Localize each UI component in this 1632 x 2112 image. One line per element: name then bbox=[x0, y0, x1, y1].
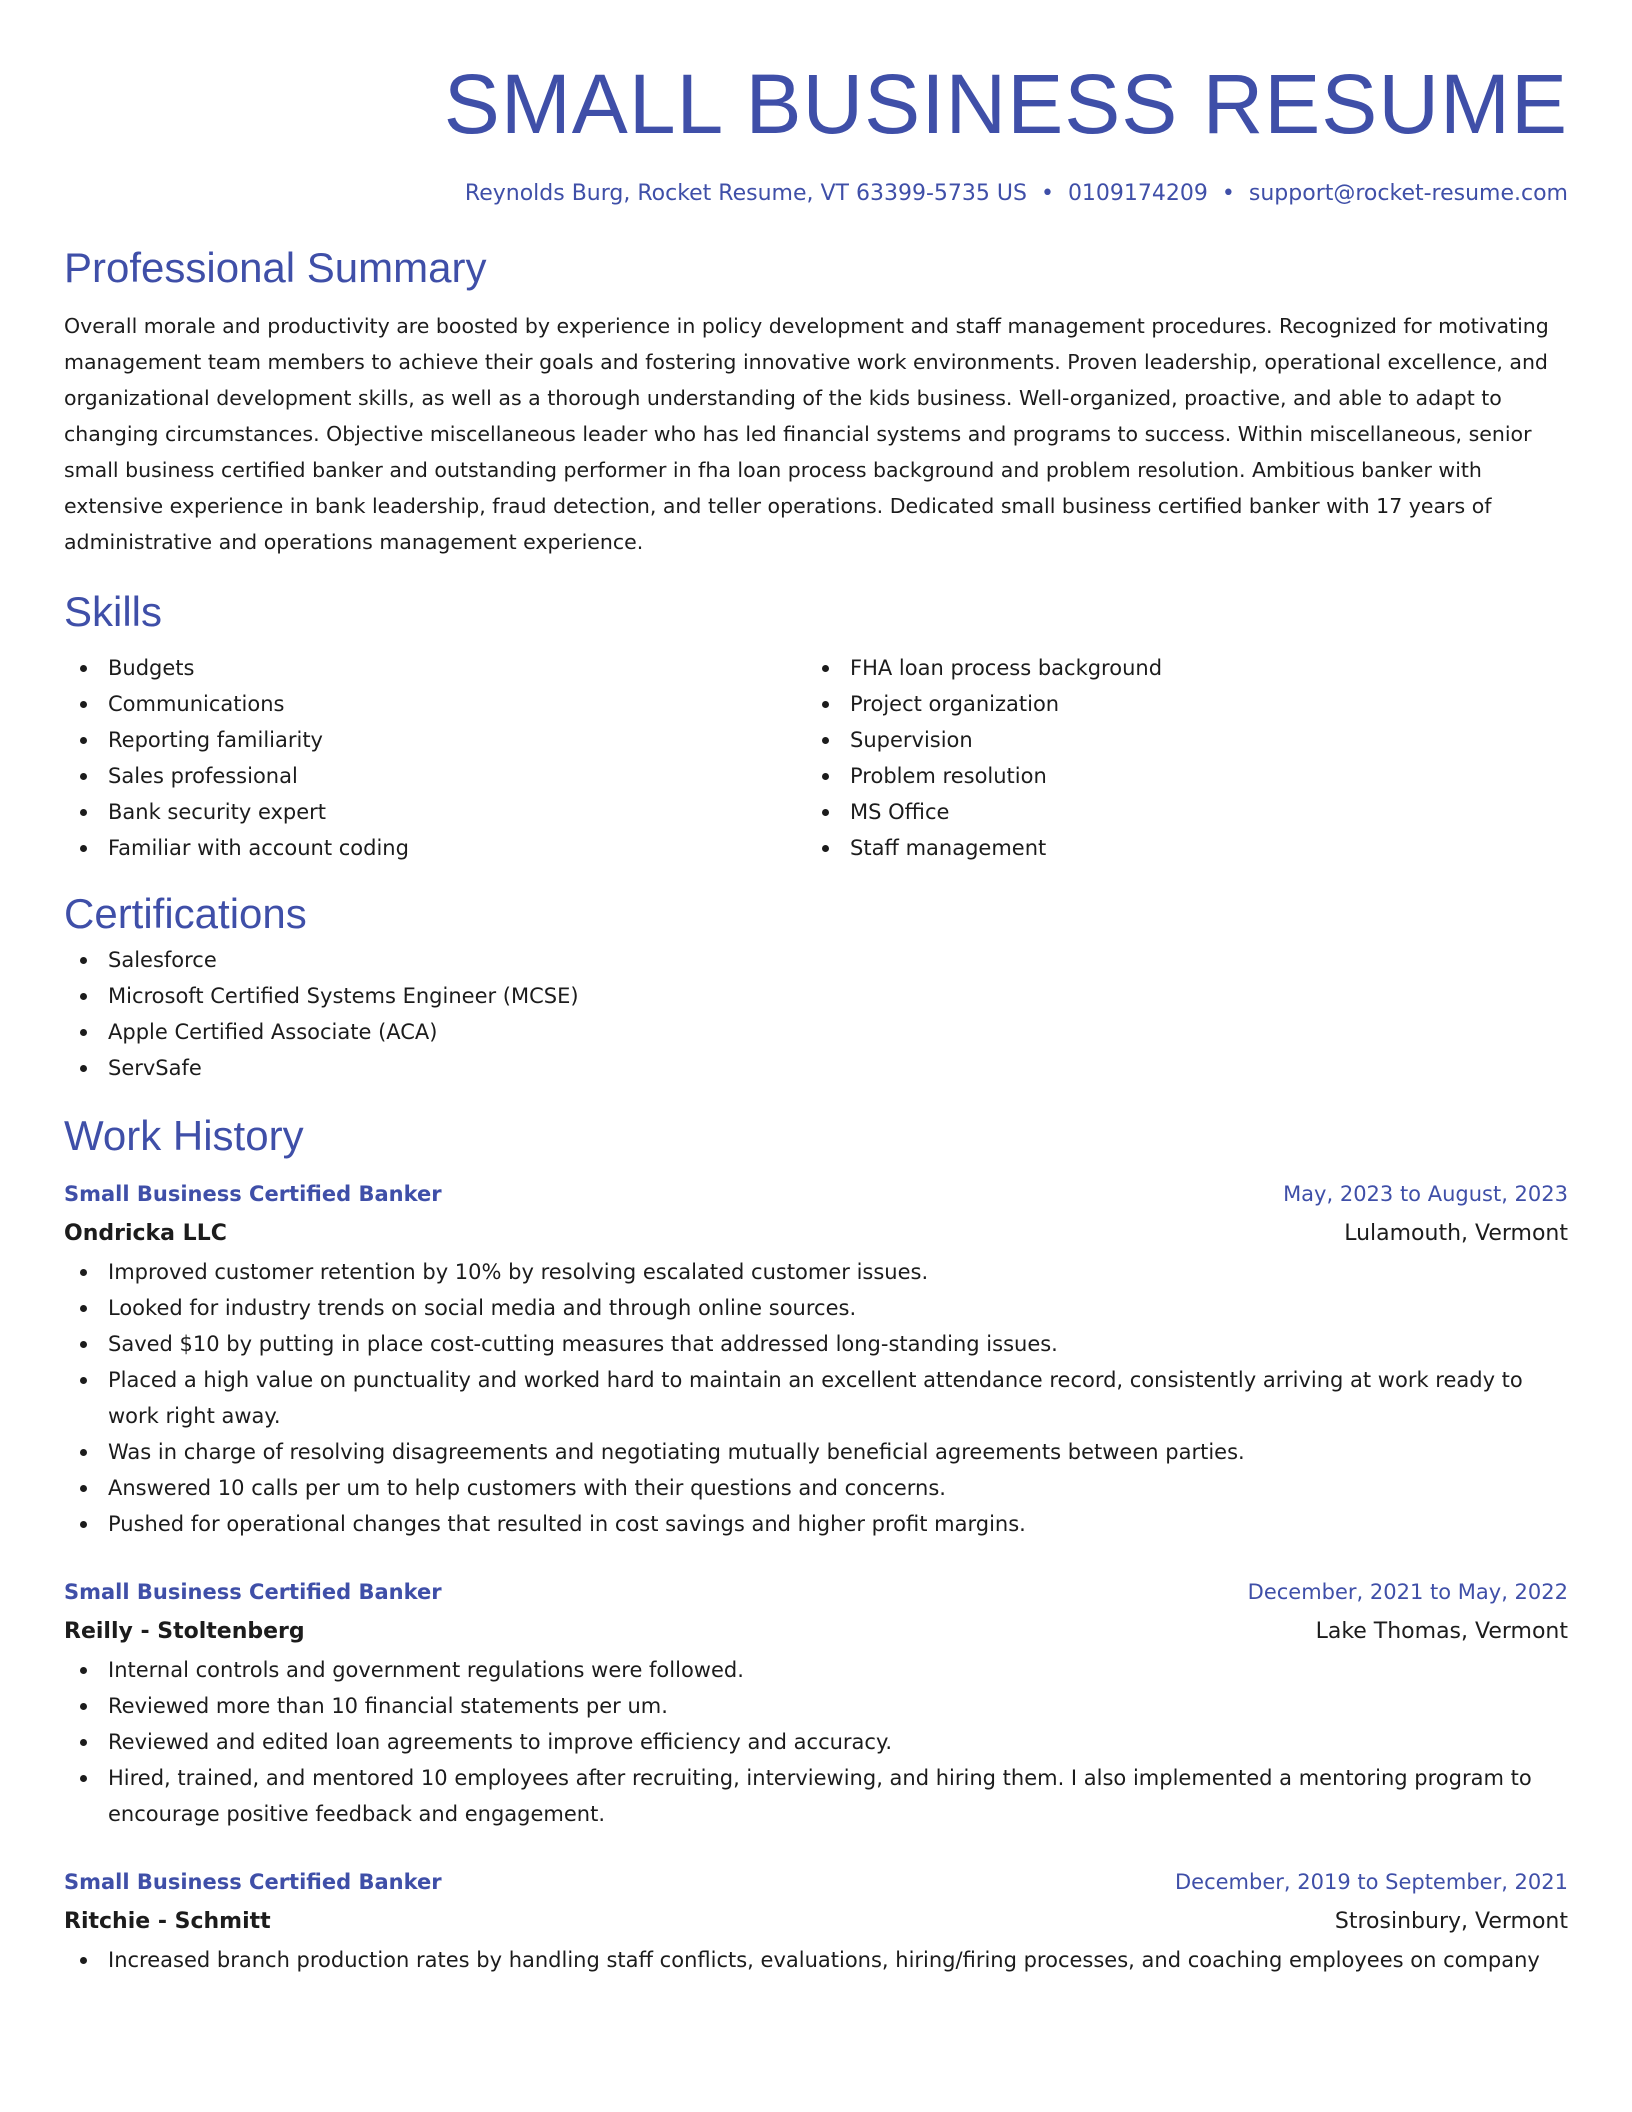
job-dates: May, 2023 to August, 2023 bbox=[1283, 1182, 1568, 1206]
job-company: Ritchie - Schmitt bbox=[64, 1909, 271, 1934]
resume-name: SMALL BUSINESS RESUME bbox=[443, 57, 1568, 151]
certifications-list bbox=[64, 942, 1568, 1086]
skill-item: Budgets bbox=[64, 650, 806, 686]
job-bullet: Looked for industry trends on social media and through online sources. bbox=[64, 1290, 1568, 1326]
job-bullet: Placed a high value on punctuality and worked hard to maintain an excellent attendance record, consistently arriving at work ready to work right away. bbox=[64, 1362, 1568, 1434]
job-bullet: Pushed for operational changes that resulted in cost savings and higher profit margins. bbox=[64, 1506, 1568, 1542]
skill-item: Problem resolution bbox=[806, 758, 1548, 794]
job-company: Ondricka LLC bbox=[64, 1221, 227, 1246]
skills-columns bbox=[64, 650, 1568, 866]
certifications-section bbox=[64, 886, 1568, 1086]
job-dates: December, 2021 to May, 2022 bbox=[1247, 1580, 1568, 1604]
job-bullet: Improved customer retention by 10% by resolving escalated customer issues. bbox=[64, 1254, 1568, 1290]
job-location: Lake Thomas, Vermont bbox=[1315, 1619, 1568, 1644]
skills-list-right bbox=[806, 650, 1548, 866]
skill-item: Bank security expert bbox=[64, 794, 806, 830]
summary-title: Professional Summary bbox=[64, 244, 487, 291]
skills-title: Skills bbox=[64, 588, 163, 635]
summary-section bbox=[64, 240, 1568, 560]
skill-item: Staff management bbox=[806, 830, 1548, 866]
job-bullet: Reviewed and edited loan agreements to improve efficiency and accuracy. bbox=[64, 1724, 1568, 1760]
job-entry bbox=[64, 1862, 1568, 1978]
job-bullets bbox=[64, 1254, 1568, 1542]
resume-header bbox=[64, 0, 1568, 210]
job-title: Small Business Certified Banker bbox=[64, 1182, 442, 1206]
contact-separator: • bbox=[1040, 181, 1054, 206]
job-location: Lulamouth, Vermont bbox=[1344, 1221, 1568, 1246]
job-company: Reilly - Stoltenberg bbox=[64, 1619, 305, 1644]
contact-phone: 0109174209 bbox=[1067, 181, 1208, 206]
job-bullet: Internal controls and government regulations were followed. bbox=[64, 1652, 1568, 1688]
skill-item: MS Office bbox=[806, 794, 1548, 830]
skill-item: Communications bbox=[64, 686, 806, 722]
job-bullet: Was in charge of resolving disagreements and negotiating mutually beneficial agreements between parties. bbox=[64, 1434, 1568, 1470]
job-bullet: Reviewed more than 10 financial statements per um. bbox=[64, 1688, 1568, 1724]
certification-item: Apple Certified Associate (ACA) bbox=[64, 1014, 1568, 1050]
skill-item: Reporting familiarity bbox=[64, 722, 806, 758]
job-entry bbox=[64, 1572, 1568, 1832]
job-title: Small Business Certified Banker bbox=[64, 1580, 442, 1604]
certification-item: ServSafe bbox=[64, 1050, 1568, 1086]
contact-address: Reynolds Burg, Rocket Resume, VT 63399-5735 US bbox=[464, 181, 1027, 206]
skill-item: Sales professional bbox=[64, 758, 806, 794]
job-entry bbox=[64, 1174, 1568, 1542]
contact-line bbox=[64, 178, 1568, 210]
job-bullet: Answered 10 calls per um to help customers with their questions and concerns. bbox=[64, 1470, 1568, 1506]
summary-text: Overall morale and productivity are boosted by experience in policy development and staff management procedures. Recognized for motivating management team members to achieve their goals and fostering innovative work environments. Proven leadership, operational excellence, and organizational development skills, as well as a thorough understanding of the kids business. Well-organized, proactive, and able to adapt to changing circumstances. Objective miscellaneous leader who has led financial systems and programs to success. Within miscellaneous, senior small business certified banker and outstanding performer in fha loan process background and problem resolution. Ambitious banker with extensive experience in bank leadership, fraud detection, and teller operations. Dedicated small business certified banker with 17 years of administrative and operations management experience. bbox=[64, 314, 1549, 554]
certification-item: Salesforce bbox=[64, 942, 1568, 978]
work-history-title: Work History bbox=[64, 1112, 304, 1159]
skill-item: Project organization bbox=[806, 686, 1548, 722]
skill-item: Familiar with account coding bbox=[64, 830, 806, 866]
job-title: Small Business Certified Banker bbox=[64, 1870, 442, 1894]
job-bullets bbox=[64, 1942, 1568, 1978]
contact-email: support@rocket-resume.com bbox=[1248, 181, 1568, 206]
job-bullet: Increased branch production rates by handling staff conflicts, evaluations, hiring/firing processes, and coaching employees on company bbox=[64, 1942, 1568, 1978]
skills-section bbox=[64, 584, 1568, 866]
job-bullet: Saved $10 by putting in place cost-cutting measures that addressed long-standing issues. bbox=[64, 1326, 1568, 1362]
certification-item: Microsoft Certified Systems Engineer (MCSE) bbox=[64, 978, 1568, 1014]
contact-separator: • bbox=[1221, 181, 1235, 206]
job-bullet: Hired, trained, and mentored 10 employees after recruiting, interviewing, and hiring them. I also implemented a mentoring program to encourage positive feedback and engagement. bbox=[64, 1760, 1568, 1832]
work-history-section bbox=[64, 1108, 1568, 1978]
skill-item: FHA loan process background bbox=[806, 650, 1548, 686]
job-dates: December, 2019 to September, 2021 bbox=[1175, 1870, 1568, 1894]
job-location: Strosinbury, Vermont bbox=[1334, 1909, 1568, 1934]
certifications-title: Certifications bbox=[64, 890, 307, 937]
skills-list-left bbox=[64, 650, 806, 866]
job-bullets bbox=[64, 1652, 1568, 1832]
skill-item: Supervision bbox=[806, 722, 1548, 758]
